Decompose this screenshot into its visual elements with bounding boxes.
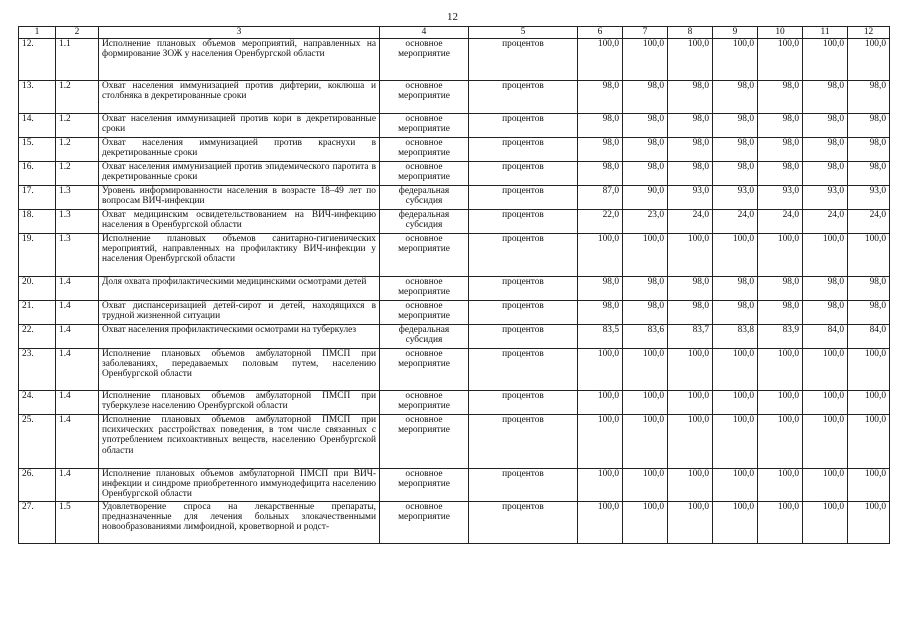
measure-type: основное мероприятие [380,114,469,138]
column-header: 9 [713,27,758,39]
value-col-12: 100,0 [848,502,890,544]
table-row [19,277,890,301]
unit-of-measure: процентов [469,114,578,138]
value-col-12: 100,0 [848,39,890,81]
value-col-7: 100,0 [623,469,668,502]
value-col-8: 100,0 [668,349,713,391]
value-col-11: 100,0 [803,234,848,277]
table-row [19,415,890,469]
value-col-8: 98,0 [668,301,713,325]
indicator-name: Исполнение плановых объемов амбулаторной ПМСП при ВИЧ-инфекции и синдроме приобретенного иммунодефицита населению Оренбургской области [99,469,380,502]
value-col-6: 100,0 [578,469,623,502]
measure-type: основное мероприятие [380,39,469,81]
table-row [19,234,890,277]
value-col-6: 100,0 [578,349,623,391]
indicator-name: Доля охвата профилактическими медицинскими осмотрами детей [99,277,380,301]
value-col-10: 100,0 [758,234,803,277]
value-col-7: 100,0 [623,502,668,544]
task-code: 1.3 [56,234,99,277]
unit-of-measure: процентов [469,469,578,502]
value-col-12: 93,0 [848,186,890,210]
value-col-8: 98,0 [668,114,713,138]
value-col-6: 100,0 [578,415,623,469]
unit-of-measure: процентов [469,210,578,234]
task-code: 1.2 [56,162,99,186]
value-col-8: 98,0 [668,162,713,186]
value-col-7: 98,0 [623,277,668,301]
value-col-10: 98,0 [758,301,803,325]
value-col-10: 83,9 [758,325,803,349]
value-col-9: 100,0 [713,234,758,277]
value-col-8: 24,0 [668,210,713,234]
value-col-6: 98,0 [578,138,623,162]
indicator-name: Уровень информированности населения в возрасте 18–49 лет по вопросам ВИЧ-инфекции [99,186,380,210]
unit-of-measure: процентов [469,138,578,162]
indicator-name: Охват населения иммунизацией против кори в декретированные сроки [99,114,380,138]
column-header: 7 [623,27,668,39]
indicator-name: Охват медицинским освидетельствованием на ВИЧ-инфекцию населения в Оренбургской области [99,210,380,234]
column-header: 6 [578,27,623,39]
value-col-9: 98,0 [713,114,758,138]
value-col-6: 100,0 [578,391,623,415]
value-col-10: 98,0 [758,138,803,162]
task-code: 1.3 [56,210,99,234]
row-number: 16. [19,162,56,186]
row-number: 26. [19,469,56,502]
value-col-9: 98,0 [713,162,758,186]
table-row [19,210,890,234]
value-col-7: 90,0 [623,186,668,210]
unit-of-measure: процентов [469,415,578,469]
indicator-name: Охват населения профилактическими осмотрами на туберкулез [99,325,380,349]
value-col-7: 98,0 [623,162,668,186]
value-col-8: 93,0 [668,186,713,210]
task-code: 1.4 [56,415,99,469]
value-col-11: 100,0 [803,415,848,469]
value-col-6: 100,0 [578,39,623,81]
column-header: 4 [380,27,469,39]
table-row [19,469,890,502]
task-code: 1.2 [56,114,99,138]
measure-type: основное мероприятие [380,277,469,301]
value-col-12: 98,0 [848,277,890,301]
table-row [19,114,890,138]
row-number: 20. [19,277,56,301]
table-row [19,138,890,162]
value-col-11: 98,0 [803,114,848,138]
unit-of-measure: процентов [469,186,578,210]
task-code: 1.2 [56,81,99,114]
indicators-table [18,26,890,544]
value-col-11: 98,0 [803,301,848,325]
value-col-12: 100,0 [848,469,890,502]
indicator-name: Охват населения иммунизацией против краснухи в декретированные сроки [99,138,380,162]
value-col-11: 100,0 [803,469,848,502]
indicator-name: Удовлетворение спроса на лекарственные препараты, предназначенные для лечения больных злокачественными новообразованиями лимфоидной, кроветворной и родст- [99,502,380,544]
value-col-12: 100,0 [848,415,890,469]
table-row [19,81,890,114]
value-col-10: 100,0 [758,391,803,415]
indicator-name: Исполнение плановых объемов амбулаторной ПМСП при психических расстройствах поведения, в том числе связанных с употреблением психоактивных веществ, населению Оренбургской области [99,415,380,469]
unit-of-measure: процентов [469,277,578,301]
value-col-11: 100,0 [803,349,848,391]
value-col-6: 87,0 [578,186,623,210]
value-col-10: 100,0 [758,502,803,544]
row-number: 22. [19,325,56,349]
value-col-8: 98,0 [668,81,713,114]
value-col-9: 24,0 [713,210,758,234]
table-row [19,349,890,391]
value-col-12: 24,0 [848,210,890,234]
measure-type: основное мероприятие [380,502,469,544]
measure-type: основное мероприятие [380,415,469,469]
value-col-10: 98,0 [758,162,803,186]
value-col-9: 98,0 [713,81,758,114]
table-row [19,301,890,325]
value-col-9: 100,0 [713,39,758,81]
value-col-6: 98,0 [578,301,623,325]
value-col-8: 100,0 [668,234,713,277]
value-col-7: 98,0 [623,114,668,138]
unit-of-measure: процентов [469,502,578,544]
measure-type: основное мероприятие [380,301,469,325]
table-body [19,39,890,544]
unit-of-measure: процентов [469,162,578,186]
value-col-10: 24,0 [758,210,803,234]
header-row [19,27,890,39]
value-col-11: 98,0 [803,81,848,114]
indicator-name: Исполнение плановых объемов амбулаторной ПМСП при заболеваниях, передаваемых половым путем, населению Оренбургской области [99,349,380,391]
value-col-10: 98,0 [758,81,803,114]
task-code: 1.4 [56,277,99,301]
measure-type: основное мероприятие [380,162,469,186]
column-header: 10 [758,27,803,39]
table-row [19,325,890,349]
value-col-8: 98,0 [668,138,713,162]
measure-type: основное мероприятие [380,349,469,391]
value-col-8: 98,0 [668,277,713,301]
row-number: 14. [19,114,56,138]
value-col-11: 24,0 [803,210,848,234]
table-row [19,391,890,415]
value-col-7: 100,0 [623,39,668,81]
value-col-12: 98,0 [848,114,890,138]
value-col-8: 83,7 [668,325,713,349]
column-header: 12 [848,27,890,39]
unit-of-measure: процентов [469,349,578,391]
value-col-6: 100,0 [578,502,623,544]
value-col-8: 100,0 [668,39,713,81]
value-col-12: 98,0 [848,162,890,186]
row-number: 24. [19,391,56,415]
table-row [19,502,890,544]
value-col-8: 100,0 [668,391,713,415]
value-col-9: 98,0 [713,138,758,162]
value-col-9: 100,0 [713,502,758,544]
indicator-name: Охват населения иммунизацией против дифтерии, коклюша и столбняка в декретированные сроки [99,81,380,114]
value-col-11: 98,0 [803,138,848,162]
task-code: 1.2 [56,138,99,162]
column-header: 2 [56,27,99,39]
value-col-8: 100,0 [668,415,713,469]
value-col-6: 98,0 [578,81,623,114]
value-col-11: 98,0 [803,277,848,301]
value-col-11: 84,0 [803,325,848,349]
row-number: 25. [19,415,56,469]
measure-type: федеральная субсидия [380,325,469,349]
value-col-6: 98,0 [578,162,623,186]
value-col-11: 100,0 [803,391,848,415]
value-col-7: 98,0 [623,301,668,325]
value-col-7: 100,0 [623,349,668,391]
unit-of-measure: процентов [469,301,578,325]
column-header: 5 [469,27,578,39]
row-number: 21. [19,301,56,325]
value-col-11: 93,0 [803,186,848,210]
value-col-9: 100,0 [713,349,758,391]
value-col-7: 98,0 [623,81,668,114]
indicator-name: Охват населения иммунизацией против эпидемического паротита в декретированные сроки [99,162,380,186]
value-col-12: 84,0 [848,325,890,349]
row-number: 17. [19,186,56,210]
value-col-11: 100,0 [803,502,848,544]
value-col-6: 98,0 [578,114,623,138]
value-col-12: 100,0 [848,391,890,415]
task-code: 1.4 [56,301,99,325]
column-header: 8 [668,27,713,39]
value-col-12: 98,0 [848,138,890,162]
value-col-10: 100,0 [758,349,803,391]
value-col-8: 100,0 [668,469,713,502]
row-number: 12. [19,39,56,81]
value-col-12: 98,0 [848,301,890,325]
row-number: 19. [19,234,56,277]
value-col-6: 83,5 [578,325,623,349]
measure-type: федеральная субсидия [380,186,469,210]
value-col-7: 100,0 [623,415,668,469]
value-col-9: 98,0 [713,277,758,301]
column-header: 11 [803,27,848,39]
indicator-name: Исполнение плановых объемов мероприятий, направленных на формирование ЗОЖ у населения Оренбургской области [99,39,380,81]
value-col-11: 100,0 [803,39,848,81]
table-row [19,186,890,210]
unit-of-measure: процентов [469,81,578,114]
value-col-9: 98,0 [713,301,758,325]
indicator-name: Охват диспансеризацией детей-сирот и детей, находящихся в трудной жизненной ситуации [99,301,380,325]
value-col-10: 93,0 [758,186,803,210]
value-col-6: 22,0 [578,210,623,234]
row-number: 15. [19,138,56,162]
value-col-9: 100,0 [713,415,758,469]
value-col-10: 100,0 [758,39,803,81]
value-col-9: 100,0 [713,391,758,415]
value-col-12: 100,0 [848,349,890,391]
value-col-9: 93,0 [713,186,758,210]
unit-of-measure: процентов [469,325,578,349]
value-col-10: 100,0 [758,415,803,469]
task-code: 1.4 [56,349,99,391]
row-number: 18. [19,210,56,234]
task-code: 1.4 [56,469,99,502]
value-col-12: 98,0 [848,81,890,114]
measure-type: основное мероприятие [380,138,469,162]
value-col-10: 98,0 [758,114,803,138]
unit-of-measure: процентов [469,39,578,81]
measure-type: основное мероприятие [380,391,469,415]
value-col-6: 100,0 [578,234,623,277]
row-number: 27. [19,502,56,544]
value-col-12: 100,0 [848,234,890,277]
unit-of-measure: процентов [469,234,578,277]
value-col-7: 83,6 [623,325,668,349]
value-col-7: 23,0 [623,210,668,234]
value-col-10: 100,0 [758,469,803,502]
task-code: 1.3 [56,186,99,210]
measure-type: основное мероприятие [380,234,469,277]
table-row [19,162,890,186]
column-header: 3 [99,27,380,39]
value-col-7: 100,0 [623,391,668,415]
value-col-6: 98,0 [578,277,623,301]
task-code: 1.1 [56,39,99,81]
value-col-7: 100,0 [623,234,668,277]
value-col-10: 98,0 [758,277,803,301]
task-code: 1.4 [56,391,99,415]
value-col-8: 100,0 [668,502,713,544]
task-code: 1.4 [56,325,99,349]
task-code: 1.5 [56,502,99,544]
row-number: 13. [19,81,56,114]
page-number: 12 [447,11,458,23]
indicator-name: Исполнение плановых объемов амбулаторной ПМСП при туберкулезе населению Оренбургской области [99,391,380,415]
value-col-11: 98,0 [803,162,848,186]
value-col-9: 100,0 [713,469,758,502]
measure-type: основное мероприятие [380,81,469,114]
measure-type: основное мероприятие [380,469,469,502]
value-col-7: 98,0 [623,138,668,162]
value-col-9: 83,8 [713,325,758,349]
table-row [19,39,890,81]
measure-type: федеральная субсидия [380,210,469,234]
column-header: 1 [19,27,56,39]
unit-of-measure: процентов [469,391,578,415]
row-number: 23. [19,349,56,391]
indicator-name: Исполнение плановых объемов санитарно-гигиенических мероприятий, направленных на профилактику ВИЧ-инфекции у населения Оренбургской области [99,234,380,277]
